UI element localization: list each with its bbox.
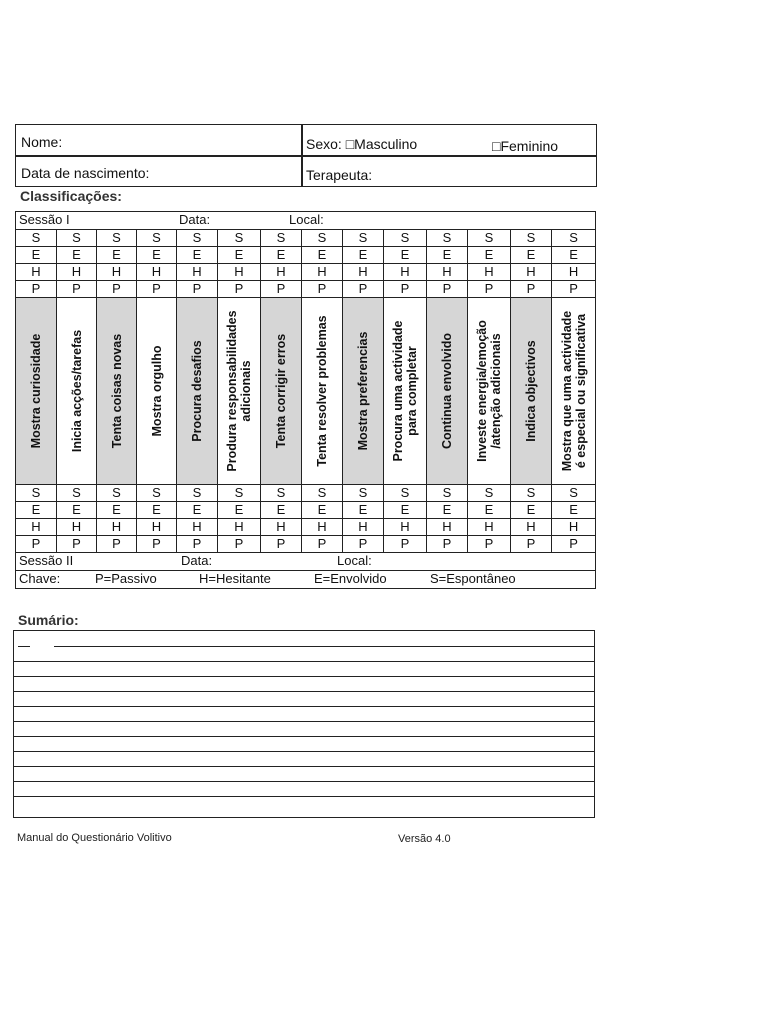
top-rating-cell[interactable]: S [137, 230, 177, 247]
feminino-option [492, 138, 558, 154]
top-rating-cell[interactable]: S [552, 230, 596, 247]
top-rating-cell[interactable]: P [177, 281, 218, 298]
top-rating-cell[interactable]: E [137, 247, 177, 264]
bottom-rating-cell[interactable]: E [97, 502, 137, 519]
bottom-rating-cell[interactable]: H [97, 519, 137, 536]
bottom-rating-cell[interactable]: S [261, 485, 302, 502]
top-rating-cell[interactable]: P [384, 281, 427, 298]
sexo-text: Sexo: [306, 136, 342, 152]
header-hdivider [16, 155, 596, 157]
top-rating-cell[interactable]: P [552, 281, 596, 298]
bottom-rating-cell[interactable]: H [384, 519, 427, 536]
top-rating-cell[interactable]: E [177, 247, 218, 264]
chave-label: Chave: [19, 571, 61, 586]
bottom-rating-cell[interactable]: P [177, 536, 218, 553]
top-rating-cell[interactable]: E [57, 247, 97, 264]
chave-envolvido: E=Envolvido [314, 571, 387, 586]
behavior-cell [302, 298, 343, 485]
bottom-rating-cell[interactable]: E [302, 502, 343, 519]
sumario-line [14, 706, 594, 707]
top-rating-cell[interactable]: H [552, 264, 596, 281]
top-rating-cell[interactable]: P [218, 281, 261, 298]
behavior-label: Mostra que uma actividade é especial ou significativa [559, 310, 588, 472]
top-rating-cell[interactable]: P [427, 281, 468, 298]
bottom-rating-cell[interactable]: E [511, 502, 552, 519]
top-rating-cell[interactable]: S [427, 230, 468, 247]
top-rating-cell[interactable]: E [16, 247, 57, 264]
bottom-rating-cell[interactable]: H [261, 519, 302, 536]
top-rating-cell[interactable]: H [384, 264, 427, 281]
bottom-rating-cell[interactable]: S [97, 485, 137, 502]
bottom-rating-cell[interactable]: S [552, 485, 596, 502]
session2-row [16, 553, 596, 571]
behavior-cell [343, 298, 384, 485]
top-rating-cell[interactable]: H [97, 264, 137, 281]
bottom-rating-cell[interactable]: S [177, 485, 218, 502]
sumario-line [14, 676, 594, 677]
top-rating-cell[interactable]: H [218, 264, 261, 281]
bottom-rating-cell[interactable]: S [16, 485, 57, 502]
nome-label: Nome: [21, 134, 63, 150]
bottom-rating-cell[interactable]: P [261, 536, 302, 553]
bottom-rating-cell[interactable]: H [16, 519, 57, 536]
behavior-cell [261, 298, 302, 485]
bottom-rating-cell[interactable]: P [137, 536, 177, 553]
sumario-box[interactable] [13, 630, 595, 818]
top-rating-cell[interactable]: E [261, 247, 302, 264]
top-rating-cell[interactable]: S [218, 230, 261, 247]
behavior-label: Produra responsabilidades adicionais [225, 310, 253, 472]
top-rating-cell[interactable]: H [177, 264, 218, 281]
behavior-label: Procura desafios [190, 340, 204, 442]
bottom-rating-cell[interactable]: H [137, 519, 177, 536]
top-rating-cell[interactable]: E [468, 247, 511, 264]
bottom-rating-cell[interactable]: H [343, 519, 384, 536]
feminino-label: Feminino [500, 138, 559, 154]
top-rating-cell[interactable]: S [468, 230, 511, 247]
top-rating-cell[interactable]: S [261, 230, 302, 247]
classificacoes-heading: Classificações: [20, 188, 122, 204]
session2-label: Sessão II [19, 553, 74, 568]
top-rating-cell[interactable]: P [261, 281, 302, 298]
chave-passivo: P=Passivo [95, 571, 157, 586]
top-rating-cell[interactable]: S [57, 230, 97, 247]
bottom-rating-cell[interactable]: P [302, 536, 343, 553]
top-rating-cell[interactable]: E [511, 247, 552, 264]
top-letter-row [16, 247, 596, 264]
sumario-line [14, 736, 594, 737]
bottom-rating-cell[interactable]: S [57, 485, 97, 502]
bottom-rating-cell[interactable]: S [218, 485, 261, 502]
bottom-rating-cell[interactable]: H [57, 519, 97, 536]
data-nascimento-label: Data de nascimento: [21, 165, 150, 181]
behavior-cell [137, 298, 177, 485]
bottom-rating-cell[interactable]: S [427, 485, 468, 502]
bottom-rating-cell[interactable]: S [137, 485, 177, 502]
top-rating-cell[interactable]: P [137, 281, 177, 298]
sumario-line [14, 796, 594, 797]
top-rating-cell[interactable]: S [177, 230, 218, 247]
masculino-label: Masculino [354, 136, 418, 152]
bottom-rating-cell[interactable]: P [57, 536, 97, 553]
session1-row [16, 212, 596, 230]
top-letter-row [16, 281, 596, 298]
bottom-rating-cell[interactable]: H [218, 519, 261, 536]
bottom-rating-cell[interactable]: E [57, 502, 97, 519]
bottom-rating-cell[interactable]: E [427, 502, 468, 519]
behavior-label: Procura uma actividade para completar [391, 320, 419, 462]
behavior-label: Tenta resolver problemas [315, 315, 329, 467]
top-rating-cell[interactable]: P [57, 281, 97, 298]
session1-data: Data: [179, 212, 211, 227]
behavior-cell [177, 298, 218, 485]
bottom-rating-cell[interactable]: E [261, 502, 302, 519]
bottom-rating-cell[interactable]: S [302, 485, 343, 502]
behavior-cell [384, 298, 427, 485]
top-rating-cell[interactable]: E [302, 247, 343, 264]
bottom-rating-cell[interactable]: E [343, 502, 384, 519]
bottom-rating-cell[interactable]: P [343, 536, 384, 553]
session1-local: Local: [289, 212, 324, 227]
bottom-rating-cell[interactable]: H [177, 519, 218, 536]
sumario-line [14, 751, 594, 752]
behavior-label: Mostra curiosidade [29, 333, 43, 449]
bottom-letter-row [16, 485, 596, 502]
top-rating-cell[interactable]: P [343, 281, 384, 298]
top-rating-cell[interactable]: P [468, 281, 511, 298]
chave-row [16, 571, 596, 589]
session1-label: Sessão I [19, 212, 70, 227]
top-rating-cell[interactable]: H [137, 264, 177, 281]
bottom-rating-cell[interactable]: P [97, 536, 137, 553]
bottom-rating-cell[interactable]: E [16, 502, 57, 519]
top-rating-cell[interactable]: H [261, 264, 302, 281]
top-letter-row [16, 230, 596, 247]
behavior-cell [218, 298, 261, 485]
terapeuta-label: Terapeuta: [306, 167, 373, 183]
footer-manual: Manual do Questionário Volitivo [17, 832, 172, 844]
sumario-line [14, 766, 594, 767]
top-rating-cell[interactable]: P [16, 281, 57, 298]
top-rating-cell[interactable]: H [427, 264, 468, 281]
top-rating-cell[interactable]: H [468, 264, 511, 281]
session2-data: Data: [181, 553, 213, 568]
behavior-label: Inicia acções/tarefas [69, 329, 84, 453]
bottom-rating-cell[interactable]: E [384, 502, 427, 519]
sumario-line [14, 691, 594, 692]
sumario-line [14, 661, 594, 662]
bottom-rating-cell[interactable]: H [511, 519, 552, 536]
bottom-rating-cell[interactable]: E [552, 502, 596, 519]
bottom-letter-row [16, 519, 596, 536]
sexo-label [306, 136, 417, 152]
bottom-rating-cell[interactable]: H [427, 519, 468, 536]
top-rating-cell[interactable]: E [384, 247, 427, 264]
behavior-cell [552, 298, 596, 485]
top-rating-cell[interactable]: E [343, 247, 384, 264]
bottom-rating-cell[interactable]: P [16, 536, 57, 553]
bottom-letter-row [16, 502, 596, 519]
chave-espontaneo: S=Espontâneo [430, 571, 516, 586]
bottom-rating-cell[interactable]: P [511, 536, 552, 553]
top-rating-cell[interactable]: E [218, 247, 261, 264]
behavior-label: Continua envolvido [440, 333, 454, 449]
sumario-line [14, 781, 594, 782]
top-rating-cell[interactable]: H [57, 264, 97, 281]
behavior-label: Mostra orgulho [149, 345, 164, 437]
top-rating-cell[interactable]: P [511, 281, 552, 298]
footer-versao: Versão 4.0 [398, 833, 451, 845]
top-rating-cell[interactable]: S [16, 230, 57, 247]
top-rating-cell[interactable]: E [427, 247, 468, 264]
session2-local: Local: [337, 553, 372, 568]
behavior-label: Tenta coisas novas [109, 333, 124, 449]
behavior-cell [468, 298, 511, 485]
top-rating-cell[interactable]: H [16, 264, 57, 281]
top-rating-cell[interactable]: E [97, 247, 137, 264]
bottom-rating-cell[interactable]: S [511, 485, 552, 502]
top-rating-cell[interactable]: S [511, 230, 552, 247]
rating-table [15, 211, 596, 589]
behavior-row [16, 298, 596, 485]
bottom-rating-cell[interactable]: P [218, 536, 261, 553]
top-rating-cell[interactable]: S [97, 230, 137, 247]
bottom-rating-cell[interactable]: H [302, 519, 343, 536]
bottom-rating-cell[interactable]: S [384, 485, 427, 502]
bottom-rating-cell[interactable]: H [468, 519, 511, 536]
bottom-rating-cell[interactable]: E [218, 502, 261, 519]
checkbox-feminino[interactable]: □ [492, 138, 501, 154]
bottom-rating-cell[interactable]: S [468, 485, 511, 502]
bottom-rating-cell[interactable]: P [384, 536, 427, 553]
bottom-rating-cell[interactable]: H [552, 519, 596, 536]
top-rating-cell[interactable]: P [97, 281, 137, 298]
sumario-line [54, 646, 594, 647]
top-rating-cell[interactable]: S [302, 230, 343, 247]
sumario-line [14, 721, 594, 722]
behavior-cell [511, 298, 552, 485]
behavior-cell [16, 298, 57, 485]
behavior-label: Mostra preferencias [356, 331, 370, 451]
top-rating-cell[interactable]: H [302, 264, 343, 281]
bottom-rating-cell[interactable]: E [177, 502, 218, 519]
checkbox-masculino[interactable]: □ [345, 136, 355, 152]
top-letter-row [16, 264, 596, 281]
top-rating-cell[interactable]: H [511, 264, 552, 281]
top-rating-cell[interactable]: S [384, 230, 427, 247]
sumario-first-dash [18, 646, 30, 647]
behavior-label: Investe energia/emoção /atenção adicionais [475, 320, 503, 462]
behavior-cell [97, 298, 137, 485]
chave-hesitante: H=Hesitante [199, 571, 271, 586]
top-rating-cell[interactable]: H [343, 264, 384, 281]
top-rating-cell[interactable]: S [343, 230, 384, 247]
bottom-rating-cell[interactable]: P [468, 536, 511, 553]
top-rating-cell[interactable]: P [302, 281, 343, 298]
bottom-rating-cell[interactable]: E [468, 502, 511, 519]
behavior-label: Tenta corrigir erros [274, 333, 288, 449]
bottom-rating-cell[interactable]: E [137, 502, 177, 519]
bottom-rating-cell[interactable]: P [552, 536, 596, 553]
behavior-cell [57, 298, 97, 485]
bottom-rating-cell[interactable]: P [427, 536, 468, 553]
behavior-cell [427, 298, 468, 485]
rating-table-wrap [15, 211, 596, 589]
sumario-heading: Sumário: [18, 612, 79, 628]
bottom-rating-cell[interactable]: S [343, 485, 384, 502]
top-rating-cell[interactable]: E [552, 247, 596, 264]
bottom-letter-row [16, 536, 596, 553]
behavior-label: Indica objectivos [524, 340, 538, 442]
